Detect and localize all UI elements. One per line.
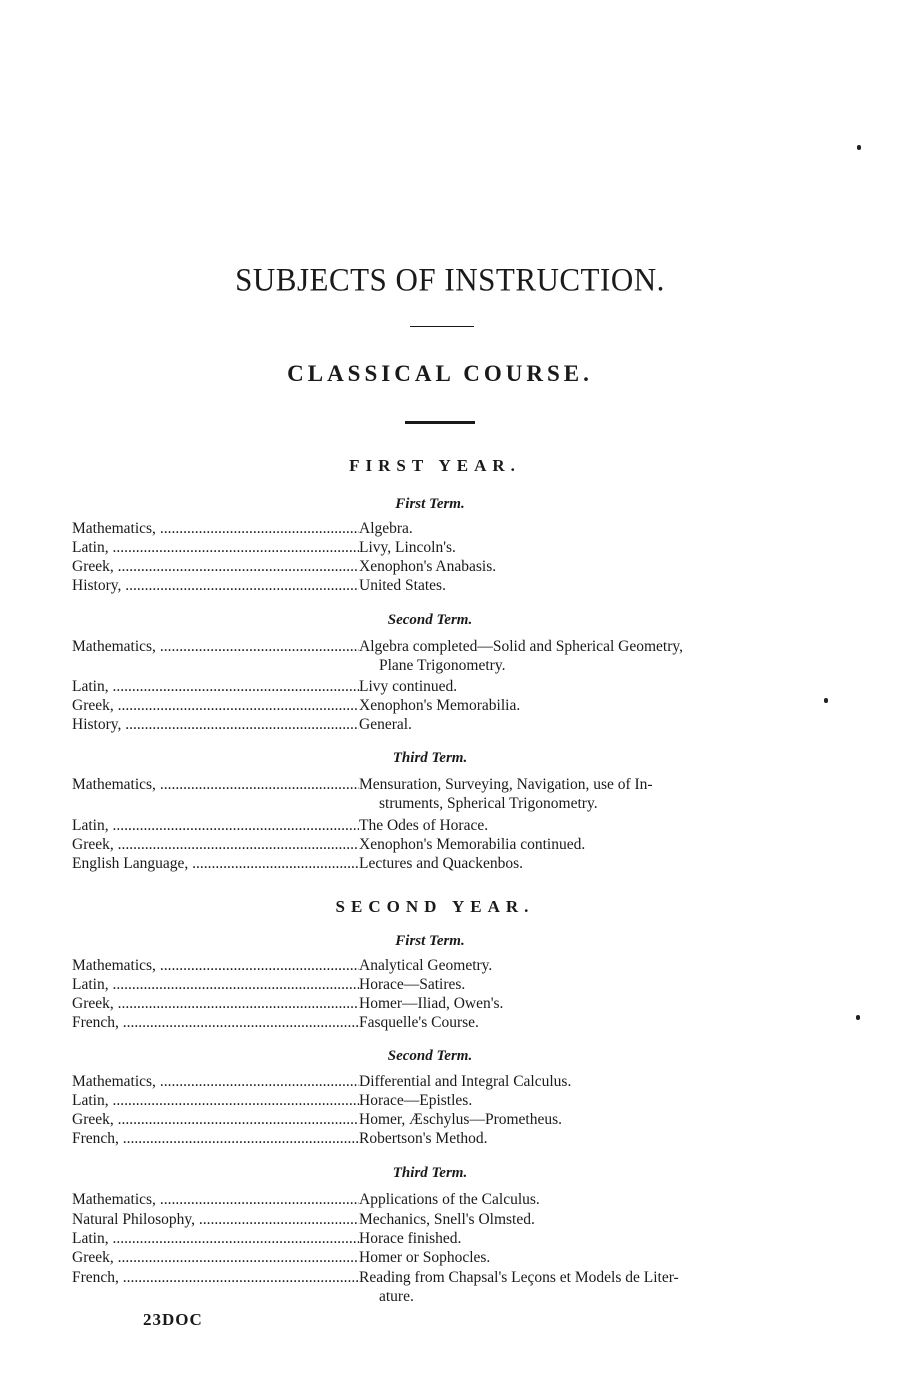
term-heading: Second Term. <box>387 612 473 628</box>
content-line: United States. <box>359 577 446 594</box>
content-line: struments, Spherical Trigonometry. <box>379 795 598 812</box>
subject-label: Greek, ..... <box>72 696 359 715</box>
subject-content <box>359 1091 797 1110</box>
subject-label: Mathematics, ..... <box>72 956 359 975</box>
subject-content <box>359 1190 797 1209</box>
content-line: General. <box>359 716 412 733</box>
subject-content <box>359 519 797 538</box>
subject-content <box>359 1110 797 1129</box>
subject-label: French, ..... <box>72 1013 359 1032</box>
content-line: Livy, Lincoln's. <box>359 539 456 556</box>
ink-speck <box>824 698 828 703</box>
content-line: Differential and Integral Calculus. <box>359 1073 572 1090</box>
subject-content <box>359 1229 797 1248</box>
term-heading: Second Term. <box>387 1048 473 1064</box>
content-line: Homer or Sophocles. <box>359 1249 491 1266</box>
page-title: SUBJECTS OF INSTRUCTION. <box>235 261 665 298</box>
subject-label: History, ..... <box>72 576 359 595</box>
subject-label: Mathematics, ..... <box>72 1190 359 1209</box>
subject-label: Mathematics, ..... <box>72 519 359 538</box>
subject-content <box>359 1013 797 1032</box>
subject-content <box>359 994 797 1013</box>
content-line: Mensuration, Surveying, Navigation, use of In- <box>359 776 653 793</box>
content-line: Homer, Æschylus—Prometheus. <box>359 1111 563 1128</box>
subject-label: Latin, ..... <box>72 816 359 835</box>
content-line: Analytical Geometry. <box>359 957 493 974</box>
subject-label: Natural Philosophy, ..... <box>72 1210 359 1229</box>
subject-content <box>359 696 797 715</box>
title-rule <box>410 326 474 327</box>
term-heading: Third Term. <box>392 750 468 766</box>
term-heading: Third Term. <box>392 1165 468 1181</box>
subject-content <box>359 835 797 854</box>
subject-content <box>359 956 797 975</box>
content-line: Robertson's Method. <box>359 1130 488 1147</box>
subject-label: English Language, ..... <box>72 854 359 873</box>
subject-label: Latin, ..... <box>72 975 359 994</box>
content-line: Xenophon's Memorabilia. <box>359 697 521 714</box>
content-line: Plane Trigonometry. <box>379 657 506 674</box>
subject-content <box>359 677 797 696</box>
subject-label: Greek, ..... <box>72 835 359 854</box>
subject-label: Latin, ..... <box>72 1091 359 1110</box>
content-line: Fasquelle's Course. <box>359 1014 479 1031</box>
content-line: ature. <box>379 1288 414 1305</box>
subject-content <box>359 557 797 576</box>
subject-label: French, ..... <box>72 1268 359 1287</box>
content-line: Horace—Epistles. <box>359 1092 473 1109</box>
page-signature: 23DOC <box>143 1310 203 1329</box>
ink-speck <box>857 145 861 150</box>
subject-label: History, ..... <box>72 715 359 734</box>
course-heading: CLASSICAL COURSE. <box>287 361 593 386</box>
subject-content <box>359 816 797 835</box>
subject-label: Greek, ..... <box>72 994 359 1013</box>
content-line: Algebra. <box>359 520 413 537</box>
content-line: Mechanics, Snell's Olmsted. <box>359 1211 535 1228</box>
subject-label: French, ..... <box>72 1129 359 1148</box>
subject-content <box>359 1129 797 1148</box>
subject-label: Greek, ..... <box>72 557 359 576</box>
subject-label: Mathematics, ..... <box>72 775 359 794</box>
content-line: Lectures and Quackenbos. <box>359 855 523 872</box>
subject-content <box>359 637 797 675</box>
course-rule <box>405 421 475 424</box>
subject-content <box>359 1072 797 1091</box>
subject-content <box>359 975 797 994</box>
term-heading: First Term. <box>395 496 465 512</box>
content-line: Horace—Satires. <box>359 976 466 993</box>
term-heading: First Term. <box>395 933 465 949</box>
content-line: Algebra completed—Solid and Spherical Geometry, <box>359 638 683 655</box>
content-line: Livy continued. <box>359 678 458 695</box>
subject-content <box>359 576 797 595</box>
content-line: Xenophon's Memorabilia continued. <box>359 836 586 853</box>
subject-content <box>359 854 797 873</box>
subject-label: Mathematics, ..... <box>72 637 359 656</box>
content-line: Homer—Iliad, Owen's. <box>359 995 504 1012</box>
subject-label: Latin, ..... <box>72 1229 359 1248</box>
content-line: Horace finished. <box>359 1230 462 1247</box>
subject-content <box>359 1248 797 1267</box>
subject-label: Latin, ..... <box>72 677 359 696</box>
subject-content <box>359 775 797 813</box>
subject-label: Latin, ..... <box>72 538 359 557</box>
content-line: Applications of the Calculus. <box>359 1191 540 1208</box>
subject-content <box>359 538 797 557</box>
subject-label: Greek, ..... <box>72 1110 359 1129</box>
year-heading: SECOND YEAR. <box>335 897 535 916</box>
content-line: Reading from Chapsal's Leçons et Models de Liter- <box>359 1269 679 1286</box>
subject-content <box>359 1210 797 1229</box>
subject-content <box>359 1268 797 1306</box>
year-heading: FIRST YEAR. <box>349 456 521 475</box>
subject-label: Greek, ..... <box>72 1248 359 1267</box>
subject-label: Mathematics, ..... <box>72 1072 359 1091</box>
content-line: Xenophon's Anabasis. <box>359 558 497 575</box>
content-line: The Odes of Horace. <box>359 817 489 834</box>
subject-content <box>359 715 797 734</box>
ink-speck <box>856 1015 860 1020</box>
